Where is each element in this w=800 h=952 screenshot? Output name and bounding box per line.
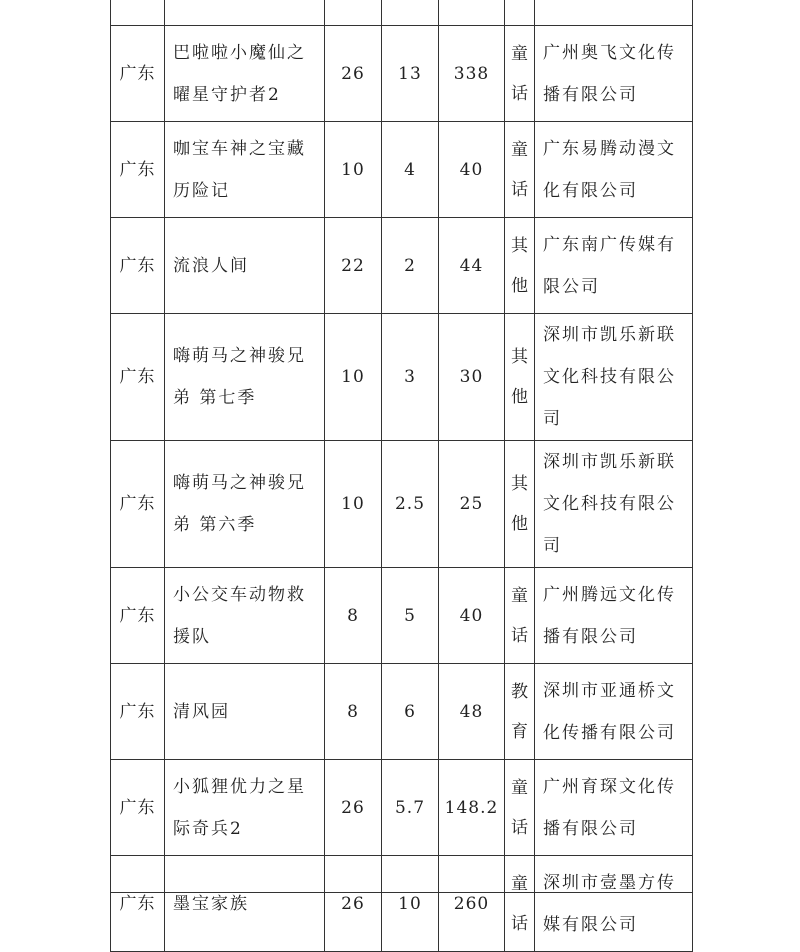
table-row: [111, 856, 693, 952]
province-cell: 广东: [111, 26, 165, 122]
title-cell: 流浪人间: [165, 218, 325, 314]
category-cell: 童话: [505, 568, 535, 664]
minutes-cell: 3: [382, 314, 439, 441]
episodes-cell: 8: [325, 664, 382, 760]
table-row: [111, 760, 693, 856]
province-cell: 广东: [111, 568, 165, 664]
producer-cell: 广东南广传媒有限公司: [535, 218, 693, 314]
spacer-cell: [325, 0, 382, 26]
table-row: [111, 218, 693, 314]
category-cell: 童话: [505, 26, 535, 122]
table-row: [111, 314, 693, 441]
title-cell: 小公交车动物救援队: [165, 568, 325, 664]
total-minutes-cell: 44: [439, 218, 505, 314]
title-cell: 巴啦啦小魔仙之曜星守护者2: [165, 26, 325, 122]
spacer-cell: [439, 0, 505, 26]
episodes-cell: 22: [325, 218, 382, 314]
total-minutes-cell: 40: [439, 122, 505, 218]
category-cell: 教育: [505, 664, 535, 760]
minutes-cell: 5: [382, 568, 439, 664]
episodes-cell: 26: [325, 760, 382, 856]
producer-cell: 深圳市壹墨方传媒有限公司: [535, 856, 693, 952]
episodes-cell: 8: [325, 568, 382, 664]
minutes-cell: 6: [382, 664, 439, 760]
title-cell: 嗨萌马之神骏兄弟 第六季: [165, 441, 325, 568]
table-body: [111, 0, 693, 952]
total-minutes-cell: 48: [439, 664, 505, 760]
table-row: [111, 441, 693, 568]
spacer-cell: [165, 0, 325, 26]
episodes-cell: 10: [325, 314, 382, 441]
category-cell: 其他: [505, 218, 535, 314]
spacer-cell: [111, 0, 165, 26]
province-cell: 广东: [111, 664, 165, 760]
total-minutes-cell: 30: [439, 314, 505, 441]
table-row: [111, 122, 693, 218]
province-cell: 广东: [111, 441, 165, 568]
producer-cell: 深圳市凯乐新联文化科技有限公司: [535, 441, 693, 568]
province-cell: 广东: [111, 760, 165, 856]
producer-cell: 广州奥飞文化传播有限公司: [535, 26, 693, 122]
title-cell: 清风园: [165, 664, 325, 760]
category-cell: 童话: [505, 122, 535, 218]
minutes-cell: 13: [382, 26, 439, 122]
category-cell: 其他: [505, 441, 535, 568]
title-cell: 咖宝车神之宝藏历险记: [165, 122, 325, 218]
minutes-cell: 5.7: [382, 760, 439, 856]
producer-cell: 广东易腾动漫文化有限公司: [535, 122, 693, 218]
minutes-cell: 4: [382, 122, 439, 218]
minutes-cell: 2.5: [382, 441, 439, 568]
episodes-cell: 10: [325, 441, 382, 568]
spacer-cell: [382, 0, 439, 26]
total-minutes-cell: 260: [439, 856, 505, 952]
total-minutes-cell: 25: [439, 441, 505, 568]
episodes-cell: 10: [325, 122, 382, 218]
producer-cell: 广州腾远文化传播有限公司: [535, 568, 693, 664]
episodes-cell: 26: [325, 26, 382, 122]
spacer-cell: [505, 0, 535, 26]
minutes-cell: 10: [382, 856, 439, 952]
category-cell: 童话: [505, 856, 535, 952]
animation-record-table: [110, 0, 693, 952]
table-row: [111, 26, 693, 122]
province-cell: 广东: [111, 314, 165, 441]
title-cell: 嗨萌马之神骏兄弟 第七季: [165, 314, 325, 441]
episodes-cell: 26: [325, 856, 382, 952]
title-cell: 小狐狸优力之星际奇兵2: [165, 760, 325, 856]
total-minutes-cell: 148.2: [439, 760, 505, 856]
total-minutes-cell: 40: [439, 568, 505, 664]
producer-cell: 深圳市凯乐新联文化科技有限公司: [535, 314, 693, 441]
category-cell: 其他: [505, 314, 535, 441]
category-cell: 童话: [505, 760, 535, 856]
total-minutes-cell: 338: [439, 26, 505, 122]
minutes-cell: 2: [382, 218, 439, 314]
spacer-cell: [535, 0, 693, 26]
producer-cell: 广州育琛文化传播有限公司: [535, 760, 693, 856]
province-cell: 广东: [111, 122, 165, 218]
producer-cell: 深圳市亚通桥文化传播有限公司: [535, 664, 693, 760]
table-row: [111, 568, 693, 664]
title-cell: 墨宝家族: [165, 856, 325, 952]
table-top-spacer-row: [111, 0, 693, 26]
table-row: [111, 664, 693, 760]
province-cell: 广东: [111, 856, 165, 952]
province-cell: 广东: [111, 218, 165, 314]
animation-record-table-container: [110, 0, 692, 935]
